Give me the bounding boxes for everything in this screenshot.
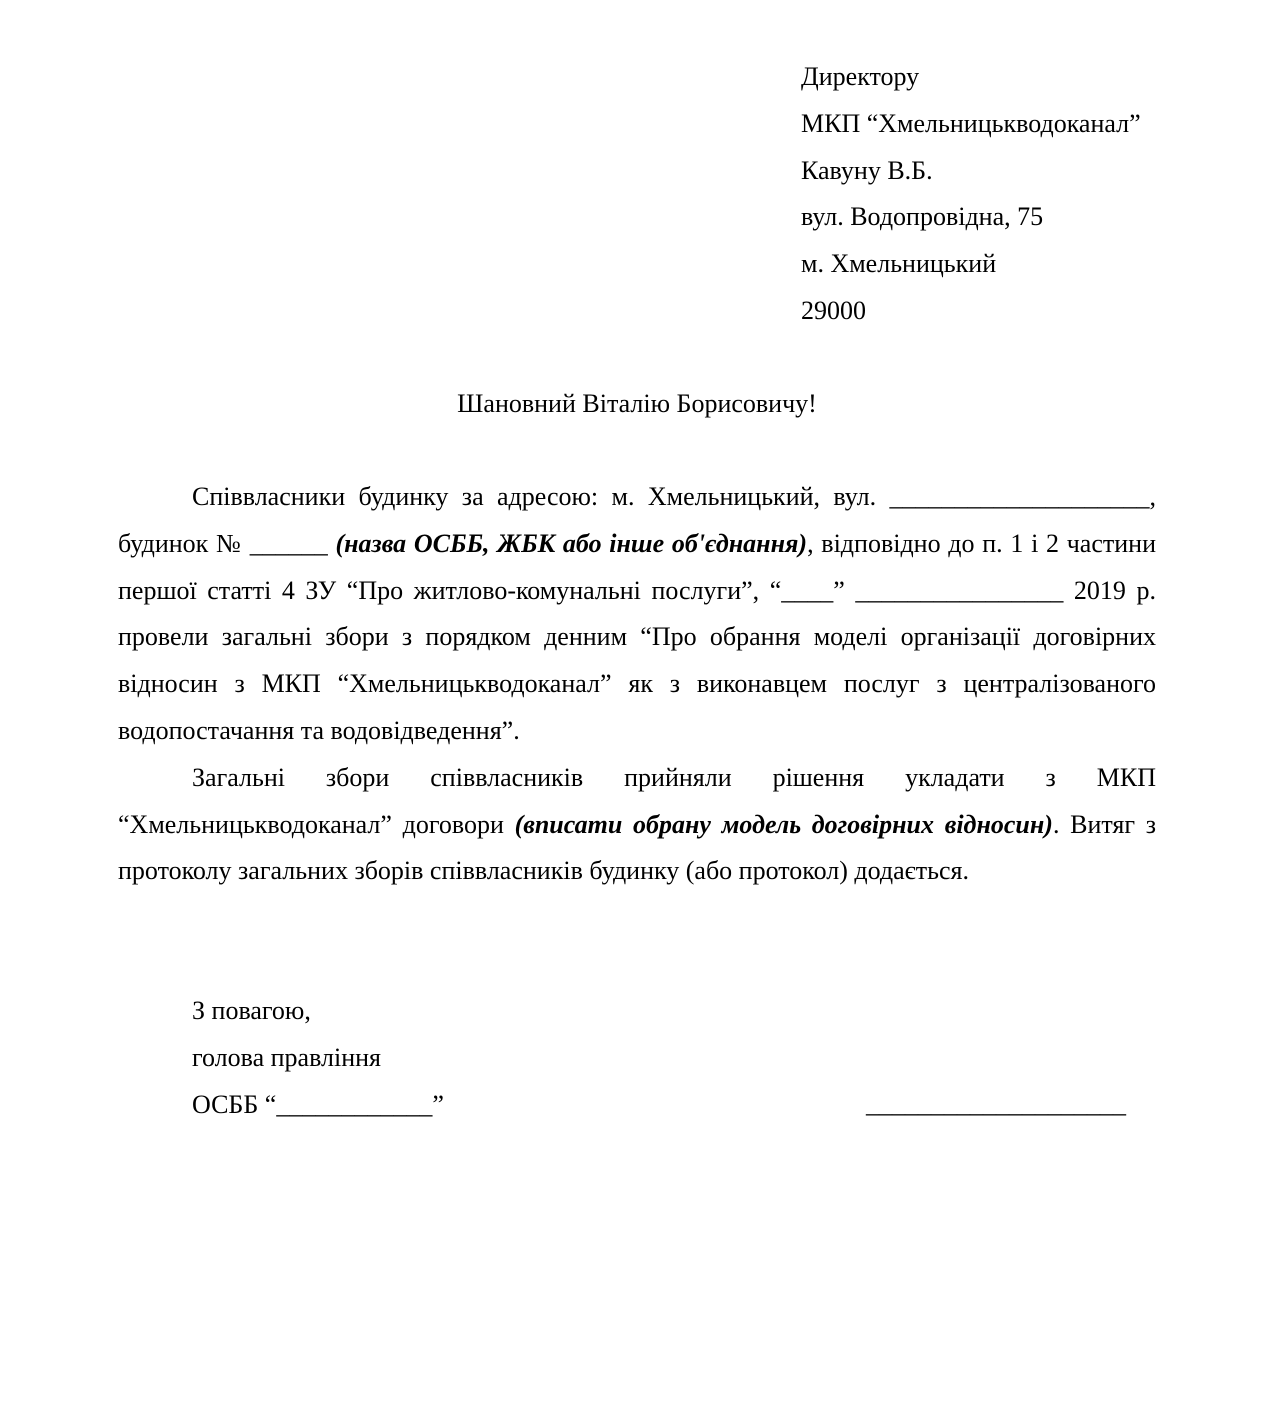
addressee-city: м. Хмельницький xyxy=(801,249,997,279)
paragraph-1-placeholder: (назва ОСББ, ЖБК або інше об'єднання) xyxy=(335,528,808,558)
addressee-block xyxy=(801,54,1221,335)
paragraph-2-placeholder: (вписати обрану модель договірних відносин) xyxy=(514,809,1053,839)
letter-body xyxy=(118,474,1156,895)
body-paragraph-2 xyxy=(118,755,1156,895)
closing-position: голова правління xyxy=(192,1042,381,1072)
salutation: Шановний Віталію Борисовичу! xyxy=(457,389,817,418)
addressee-organization: МКП “Хмельницькводоканал” xyxy=(801,108,1141,138)
addressee-street: вул. Водопровідна, 75 xyxy=(801,202,1044,232)
paragraph-2-text-end: . Витяг з протоколу загальних зборів співвласників будинку (або протокол) додається. xyxy=(118,809,1157,886)
paragraph-1-text-end: , відповідно до п. 1 і 2 частини першої статті 4 ЗУ “Про житлово-комунальні послуги”, “____” ________________ 2019 р. провели загальні збори з порядком денним “Про обрання моделі організації договірних відносин з МКП “Хмельницькводоканал” як з виконавцем послуг з централізованого водопостачання та водовідведення”. xyxy=(118,528,1156,745)
paragraph-1-text-start: Співвласники будинку за адресою: м. Хмельницький, вул. ____________________, будинок № ______ xyxy=(118,482,1156,558)
addressee-name: Кавуну В.Б. xyxy=(801,155,933,185)
closing-organization: ОСББ “____________” xyxy=(192,1089,444,1119)
body-paragraph-1 xyxy=(118,474,1156,755)
addressee-postcode: 29000 xyxy=(801,295,866,325)
closing-regards: З повагою, xyxy=(192,996,311,1025)
paragraph-2-text-start: Загальні збори співвласників прийняли рішення укладати з МКП “Хмельницькводоканал” договори xyxy=(118,762,1156,839)
addressee-title: Директору xyxy=(801,62,920,91)
signature-line: ____________________ xyxy=(866,1089,1126,1118)
